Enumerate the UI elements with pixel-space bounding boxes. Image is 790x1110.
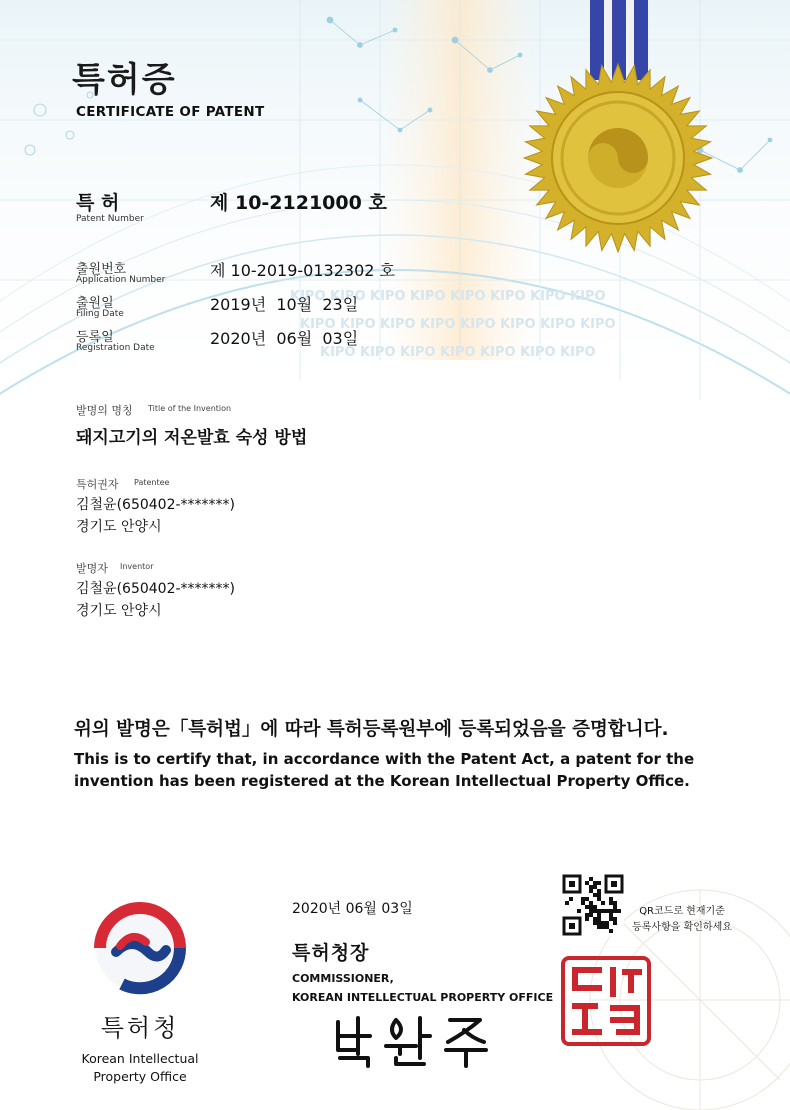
qr-module bbox=[609, 897, 613, 901]
qr-module bbox=[577, 909, 581, 913]
qr-module bbox=[597, 897, 601, 901]
qr-module bbox=[597, 909, 601, 913]
invention-label-en: Title of the Invention bbox=[148, 404, 232, 413]
qr-module bbox=[593, 917, 597, 921]
commissioner-signature bbox=[330, 1008, 510, 1068]
filing-date-label-en: Filing Date bbox=[76, 309, 124, 319]
qr-module bbox=[589, 905, 593, 909]
qr-module bbox=[597, 889, 601, 893]
qr-module bbox=[593, 881, 597, 885]
qr-module bbox=[581, 901, 585, 905]
gold-seal-icon bbox=[520, 0, 720, 270]
qr-module bbox=[593, 921, 597, 925]
patentee-label-en: Patentee bbox=[134, 478, 170, 487]
certificate-title-ko: 특허증 bbox=[72, 60, 177, 100]
application-number-label-ko: 출원번호 bbox=[76, 262, 127, 277]
taegeuk-logo-icon bbox=[92, 900, 188, 996]
svg-text:KIPO KIPO KIPO KIPO KIPO KIPO: KIPO KIPO KIPO KIPO KIPO KIPO KIPO bbox=[320, 345, 596, 360]
filing-date-value: 2019년 10월 23일 bbox=[210, 295, 359, 314]
qr-module bbox=[601, 921, 605, 925]
qr-module bbox=[597, 913, 601, 917]
qr-module bbox=[593, 893, 597, 897]
qr-module bbox=[585, 905, 589, 909]
inventor-label-ko: 발명자 bbox=[76, 562, 108, 575]
qr-module bbox=[593, 909, 597, 913]
certificate-title-en: CERTIFICATE OF PATENT bbox=[76, 104, 265, 120]
patent-number-label-en: Patent Number bbox=[76, 214, 144, 224]
office-name-en-line-1: Korean Intellectual bbox=[81, 1051, 199, 1066]
patent-number-value: 제 10-2121000 호 bbox=[210, 192, 387, 214]
inventor-label-en: Inventor bbox=[120, 562, 154, 571]
qr-module bbox=[589, 885, 593, 889]
qr-module bbox=[589, 877, 593, 881]
qr-module bbox=[593, 885, 597, 889]
svg-text:KIPO KIPO KIPO KIPO KIPO KIPO: KIPO KIPO KIPO KIPO KIPO KIPO KIPO KIPO bbox=[300, 317, 616, 332]
application-number-label-en: Application Number bbox=[76, 275, 166, 285]
commissioner-title-en-2: KOREAN INTELLECTUAL PROPERTY OFFICE bbox=[292, 991, 554, 1004]
qr-module bbox=[605, 909, 609, 913]
qr-module bbox=[597, 925, 601, 929]
certification-statement-en: This is to certify that, in accordance with the Patent Act, a patent for the invention has been registered at the Korean Intellectual Property Office. bbox=[74, 750, 695, 790]
registration-date-value: 2020년 06월 03일 bbox=[210, 329, 359, 348]
office-name-en bbox=[60, 1050, 220, 1086]
patentee-name: 김철윤(650402-*******) bbox=[76, 497, 235, 513]
qr-instructions-line-2: 등록사항을 확인하세요 bbox=[632, 922, 732, 933]
qr-instructions bbox=[612, 904, 752, 936]
qr-instructions-line-1: QR코드로 현재기준 bbox=[639, 906, 725, 917]
registration-date-label-ko: 등록일 bbox=[76, 330, 114, 345]
qr-module bbox=[585, 917, 589, 921]
qr-module bbox=[601, 925, 605, 929]
qr-module bbox=[565, 901, 569, 905]
qr-module bbox=[585, 897, 589, 901]
qr-module bbox=[605, 921, 609, 925]
red-stamp-icon bbox=[560, 955, 652, 1047]
filing-date-label-ko: 출원일 bbox=[76, 296, 114, 311]
qr-module bbox=[597, 881, 601, 885]
qr-module bbox=[585, 881, 589, 885]
qr-module bbox=[589, 909, 593, 913]
qr-module bbox=[597, 917, 601, 921]
qr-module bbox=[581, 897, 585, 901]
qr-module bbox=[605, 925, 609, 929]
commissioner-title-en-1: COMMISSIONER, bbox=[292, 972, 394, 985]
qr-module bbox=[601, 909, 605, 913]
qr-module bbox=[593, 905, 597, 909]
patent-number-label-ko: 특 허 bbox=[76, 192, 120, 214]
registration-date-label-en: Registration Date bbox=[76, 343, 155, 353]
office-name-ko: 특허청 bbox=[100, 1014, 180, 1042]
inventor-address: 경기도 안양시 bbox=[76, 603, 162, 619]
office-name-en-line-2: Property Office bbox=[93, 1069, 187, 1084]
certification-statement-ko: 위의 발명은「특허법」에 따라 특허등록원부에 등록되었음을 증명합니다. bbox=[74, 719, 669, 740]
qr-module bbox=[597, 893, 601, 897]
qr-module bbox=[601, 901, 605, 905]
invention-label-ko: 발명의 명칭 bbox=[76, 404, 133, 417]
qr-module bbox=[585, 913, 589, 917]
qr-module bbox=[589, 889, 593, 893]
svg-text:KIPO KIPO KIPO KIPO KIPO KIPO: KIPO KIPO KIPO KIPO KIPO KIPO KIPO KIPO bbox=[290, 289, 606, 304]
commissioner-title-ko: 특허청장 bbox=[292, 942, 370, 964]
qr-module bbox=[597, 921, 601, 925]
application-number-value: 제 10-2019-0132302 호 bbox=[210, 261, 395, 280]
qr-module bbox=[589, 913, 593, 917]
qr-module bbox=[589, 901, 593, 905]
patentee-address: 경기도 안양시 bbox=[76, 519, 162, 535]
inventor-name: 김철윤(650402-*******) bbox=[76, 581, 235, 597]
patentee-label-ko: 특허권자 bbox=[76, 478, 119, 491]
issue-date: 2020년 06월 03일 bbox=[292, 901, 413, 917]
qr-module bbox=[569, 897, 573, 901]
invention-title: 돼지고기의 저온발효 숙성 방법 bbox=[76, 428, 308, 448]
